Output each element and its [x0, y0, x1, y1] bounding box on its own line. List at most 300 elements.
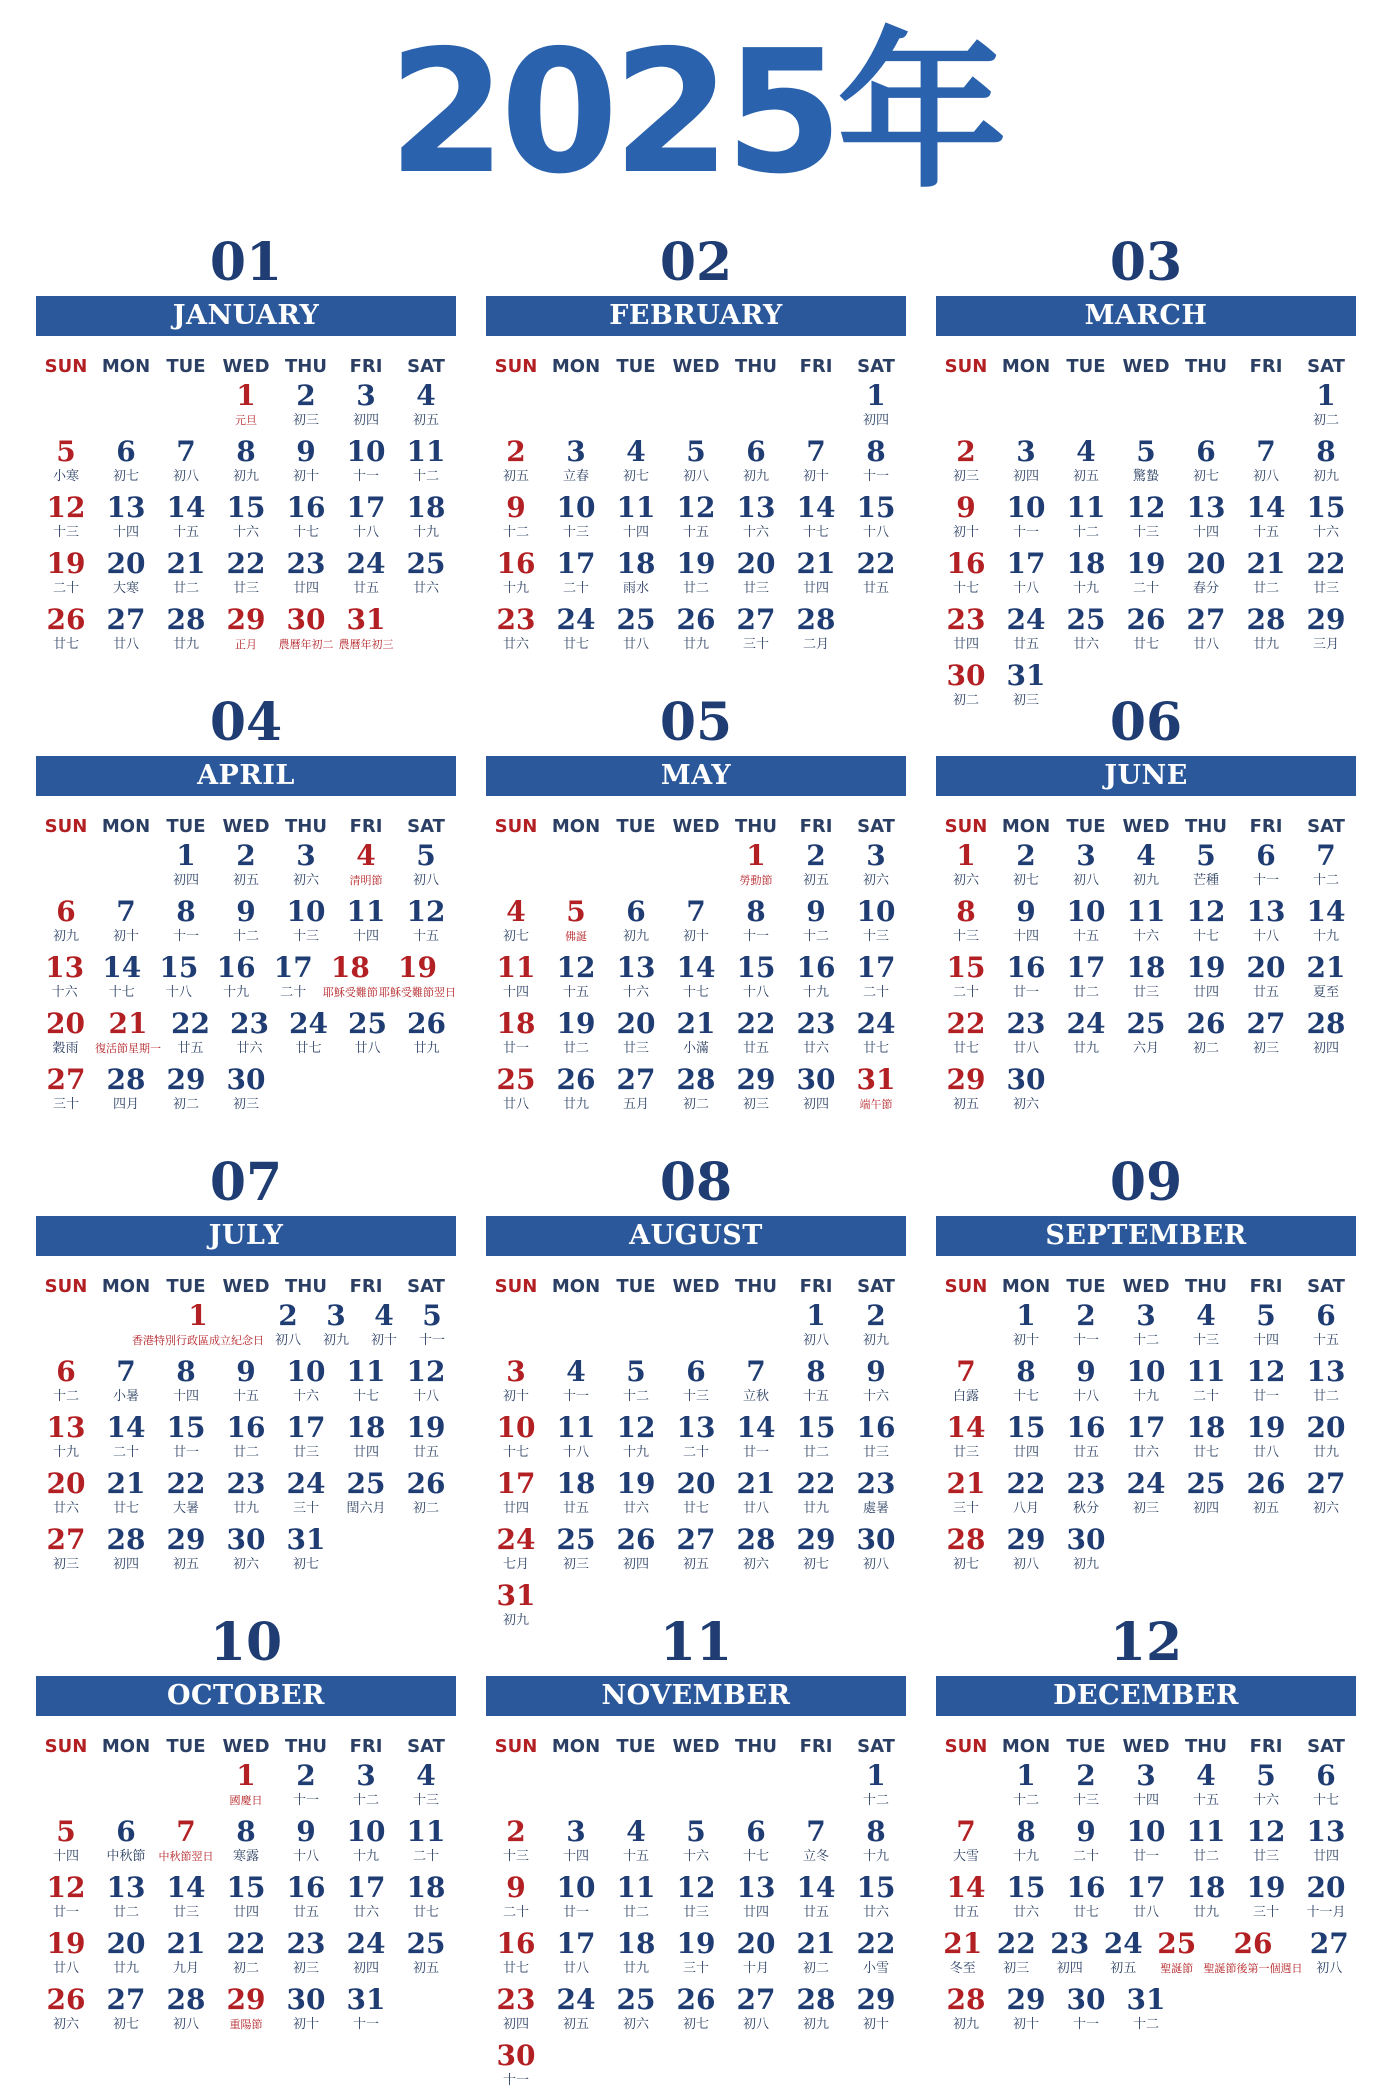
- day-number: 29: [166, 1063, 206, 1096]
- day-cell: [36, 1928, 96, 1984]
- day-cell: [486, 604, 546, 660]
- day-cell: [396, 1412, 456, 1468]
- empty-cell: [726, 1300, 786, 1356]
- day-cell: [336, 1928, 396, 1984]
- lunar-date: 十七: [292, 525, 319, 540]
- day-cell: [396, 380, 456, 436]
- day-cell: [846, 952, 906, 1008]
- day-number: 25: [1186, 1467, 1226, 1500]
- lunar-date: 十五: [172, 525, 199, 540]
- lunar-date: 初九: [802, 2017, 829, 2032]
- day-number: 1: [176, 839, 196, 872]
- lunar-date: 廿九: [802, 1501, 829, 1516]
- day-number: 3: [356, 379, 376, 412]
- empty-cell: [1056, 380, 1116, 436]
- day-number: 4: [1196, 1759, 1216, 1792]
- day-number: 6: [1196, 435, 1216, 468]
- day-number: 18: [1186, 1411, 1226, 1444]
- lunar-date: 十九: [502, 581, 529, 596]
- lunar-date: 初六: [1312, 1501, 1339, 1516]
- weekday-label: SUN: [494, 356, 538, 377]
- day-cell: [36, 604, 96, 660]
- day-number: 28: [1306, 1007, 1346, 1040]
- lunar-date: 十九: [862, 1849, 889, 1864]
- week-row: [936, 1816, 1356, 1872]
- day-cell: [1116, 1760, 1176, 1816]
- week-row: [486, 1300, 906, 1356]
- weekday-header: [936, 814, 1356, 840]
- day-cell: [216, 1928, 276, 1984]
- day-cell: [1236, 1872, 1296, 1928]
- day-number: 25: [616, 1983, 656, 2016]
- day-number: 16: [1006, 951, 1046, 984]
- day-number: 19: [1246, 1871, 1286, 1904]
- lunar-date: 十五: [232, 1389, 259, 1404]
- day-cell: [1056, 840, 1116, 896]
- lunar-date: 三十: [1252, 1905, 1279, 1920]
- empty-cell: [936, 380, 996, 436]
- week-row: [486, 1984, 906, 2040]
- lunar-date: 二十: [412, 1849, 439, 1864]
- lunar-date: 初四: [1012, 469, 1039, 484]
- day-cell: [396, 840, 456, 896]
- day-number: 10: [346, 435, 386, 468]
- week-row: [936, 492, 1356, 548]
- day-number: 23: [1006, 1007, 1046, 1040]
- day-cell: [36, 1356, 96, 1412]
- day-number: 12: [1246, 1355, 1286, 1388]
- weekday-label: TUE: [166, 816, 206, 837]
- month-name-bar: JULY: [36, 1216, 456, 1256]
- lunar-date: 中秋節: [106, 1849, 146, 1864]
- day-number: 20: [736, 547, 776, 580]
- day-number: 21: [1246, 547, 1286, 580]
- day-cell: [996, 1984, 1056, 2040]
- day-cell: [1176, 840, 1236, 896]
- week-row: [936, 1760, 1356, 1816]
- day-cell: [336, 1872, 396, 1928]
- weekday-label: SAT: [1307, 1276, 1345, 1297]
- lunar-date: 廿二: [1312, 1389, 1339, 1404]
- day-cell: [161, 1008, 220, 1064]
- day-number: 17: [346, 1871, 386, 1904]
- day-number: 6: [116, 1815, 136, 1848]
- day-number: 15: [736, 951, 776, 984]
- day-number: 18: [1066, 547, 1106, 580]
- lunar-date: 十三: [1132, 525, 1159, 540]
- day-number: 13: [46, 1411, 86, 1444]
- week-row: [486, 1524, 906, 1580]
- day-number: 17: [856, 951, 896, 984]
- day-cell: [936, 1412, 996, 1468]
- day-number: 8: [746, 895, 766, 928]
- lunar-date: 初四: [1056, 1961, 1083, 1976]
- weekday-label: FRI: [1249, 1276, 1283, 1297]
- lunar-date: 初五: [802, 873, 829, 888]
- day-number: 14: [1246, 491, 1286, 524]
- lunar-date: 初三: [742, 1097, 769, 1112]
- day-cell: [156, 1872, 216, 1928]
- day-number: 14: [1306, 895, 1346, 928]
- lunar-date: 初四: [1312, 1041, 1339, 1056]
- lunar-date: 廿八: [52, 1961, 79, 1976]
- lunar-date: 初九: [322, 1333, 349, 1348]
- day-cell: [996, 604, 1056, 660]
- lunar-date: 廿五: [1012, 637, 1039, 652]
- lunar-date: 廿二: [172, 581, 199, 596]
- lunar-date: 十二: [802, 929, 829, 944]
- weekday-label: WED: [672, 356, 720, 377]
- day-cell: [846, 380, 906, 436]
- day-number: 5: [1136, 435, 1156, 468]
- day-number: 13: [106, 491, 146, 524]
- day-number: 19: [556, 1007, 596, 1040]
- lunar-date: 廿二: [232, 1445, 259, 1460]
- day-cell: [666, 1064, 726, 1120]
- lunar-date: 初三: [1252, 1041, 1279, 1056]
- weekday-label: SAT: [407, 816, 445, 837]
- lunar-date: 十四: [562, 1849, 589, 1864]
- week-row: [486, 380, 906, 436]
- day-cell: [846, 1356, 906, 1412]
- day-cell: [336, 1356, 396, 1412]
- weekday-header: [36, 1274, 456, 1300]
- lunar-date: 初九: [742, 469, 769, 484]
- day-cell: [666, 896, 726, 952]
- day-cell: [846, 1984, 906, 2040]
- day-cell: [486, 548, 546, 604]
- lunar-date: 十二: [1012, 1793, 1039, 1808]
- day-number: 11: [1126, 895, 1166, 928]
- day-number: 2: [506, 435, 526, 468]
- day-number: 3: [326, 1299, 346, 1332]
- lunar-date: 夏至: [1312, 985, 1339, 1000]
- day-number: 9: [956, 491, 976, 524]
- lunar-date: 寒露: [232, 1849, 259, 1864]
- day-number: 11: [496, 951, 536, 984]
- weekday-header: [486, 1274, 906, 1300]
- empty-cell: [1116, 380, 1176, 436]
- day-number: 22: [856, 547, 896, 580]
- lunar-date: 初四: [502, 2017, 529, 2032]
- day-number: 22: [171, 1007, 210, 1040]
- day-cell: [360, 1300, 408, 1356]
- day-cell: [606, 1468, 666, 1524]
- day-cell: [666, 436, 726, 492]
- day-cell: [96, 1524, 156, 1580]
- lunar-date: 廿八: [1192, 637, 1219, 652]
- day-cell: [276, 1468, 336, 1524]
- day-number: 23: [226, 1467, 266, 1500]
- day-number: 13: [1306, 1355, 1346, 1388]
- lunar-date: 二十: [1072, 1849, 1099, 1864]
- weekday-header: [486, 814, 906, 840]
- day-number: 10: [286, 895, 326, 928]
- lunar-date: 廿七: [562, 637, 589, 652]
- day-number: 22: [856, 1927, 896, 1960]
- lunar-date: 初七: [112, 2017, 139, 2032]
- lunar-date: 初十: [862, 2017, 889, 2032]
- month-name-bar: NOVEMBER: [486, 1676, 906, 1716]
- lunar-date: 廿六: [1012, 1905, 1039, 1920]
- lunar-date: 八月: [1012, 1501, 1039, 1516]
- lunar-date: 復活節星期一: [95, 1042, 161, 1055]
- month-number: 10: [209, 1612, 283, 1673]
- empty-cell: [726, 380, 786, 436]
- day-cell: [276, 1872, 336, 1928]
- day-cell: [846, 1412, 906, 1468]
- day-number: 1: [746, 839, 766, 872]
- day-cell: [546, 1816, 606, 1872]
- day-number: 30: [226, 1063, 266, 1096]
- week-row: [936, 896, 1356, 952]
- day-cell: [786, 1064, 846, 1120]
- day-number: 14: [736, 1411, 776, 1444]
- day-number: 30: [1066, 1523, 1106, 1556]
- day-number: 6: [626, 895, 646, 928]
- day-cell: [1296, 1872, 1356, 1928]
- month-number: 12: [1109, 1612, 1183, 1673]
- day-cell: [1236, 1300, 1296, 1356]
- day-cell: [786, 952, 846, 1008]
- day-cell: [786, 1816, 846, 1872]
- day-number: 14: [166, 1871, 206, 1904]
- day-number: 6: [116, 435, 136, 468]
- lunar-date: 十七: [1312, 1793, 1339, 1808]
- day-number: 13: [676, 1411, 716, 1444]
- day-cell: [1236, 436, 1296, 492]
- day-number: 25: [346, 1467, 386, 1500]
- lunar-date: 十五: [562, 985, 589, 1000]
- weekday-label: SUN: [944, 1736, 988, 1757]
- lunar-date: 立冬: [802, 1849, 829, 1864]
- lunar-date: 廿九: [1192, 1905, 1219, 1920]
- lunar-date: 廿六: [862, 1905, 889, 1920]
- lunar-date: 二月: [802, 637, 829, 652]
- lunar-date: 初四: [862, 413, 889, 428]
- weekday-label: SAT: [857, 816, 895, 837]
- week-row: [486, 1008, 906, 1064]
- weekday-label: TUE: [616, 356, 656, 377]
- lunar-date: 十二: [412, 469, 439, 484]
- day-number: 15: [1006, 1411, 1046, 1444]
- day-number: 5: [686, 435, 706, 468]
- day-cell: [666, 492, 726, 548]
- empty-cell: [726, 1760, 786, 1816]
- lunar-date: 廿四: [1012, 1445, 1039, 1460]
- day-cell: [338, 1008, 397, 1064]
- day-number: 3: [356, 1759, 376, 1792]
- lunar-date: 十七: [802, 525, 829, 540]
- weekday-label: MON: [1001, 1736, 1051, 1757]
- weekday-header: [36, 354, 456, 380]
- lunar-date: 十一: [1012, 525, 1039, 540]
- weekday-label: WED: [1122, 816, 1170, 837]
- lunar-date: 初九: [862, 1333, 889, 1348]
- day-cell: [996, 1064, 1056, 1120]
- lunar-date: 勞動節: [739, 874, 773, 887]
- lunar-date: 二十: [280, 985, 307, 1000]
- weekday-label: SUN: [44, 816, 88, 837]
- lunar-date: 初五: [502, 469, 529, 484]
- week-row: [936, 1356, 1356, 1412]
- day-cell: [1043, 1928, 1097, 1984]
- lunar-date: 初七: [952, 1557, 979, 1572]
- day-number: 24: [1126, 1467, 1166, 1500]
- day-cell: [156, 1816, 216, 1872]
- lunar-date: 立秋: [742, 1389, 769, 1404]
- lunar-date: 廿四: [292, 581, 319, 596]
- lunar-date: 十六: [51, 985, 78, 1000]
- week-row: [486, 436, 906, 492]
- day-cell: [996, 436, 1056, 492]
- day-cell: [1116, 1984, 1176, 2040]
- lunar-date: 廿六: [802, 1041, 829, 1056]
- day-cell: [1056, 1008, 1116, 1064]
- day-cell: [666, 952, 726, 1008]
- lunar-date: 初五: [1252, 1501, 1279, 1516]
- day-number: 21: [108, 1007, 148, 1040]
- empty-cell: [156, 380, 216, 436]
- empty-cell: [666, 380, 726, 436]
- day-number: 7: [176, 435, 196, 468]
- day-cell: [1116, 840, 1176, 896]
- lunar-date: 廿三: [292, 1445, 319, 1460]
- day-cell: [156, 1412, 216, 1468]
- day-cell: [666, 1356, 726, 1412]
- month-number: 03: [1109, 232, 1183, 293]
- lunar-date: 初五: [1110, 1961, 1137, 1976]
- lunar-date: 十九: [52, 1445, 79, 1460]
- lunar-date: 初十: [502, 1389, 529, 1404]
- day-cell: [1296, 380, 1356, 436]
- day-cell: [216, 840, 276, 896]
- day-cell: [726, 840, 786, 896]
- day-number: 11: [406, 1815, 446, 1848]
- day-number: 14: [106, 1411, 146, 1444]
- day-number: 6: [56, 895, 76, 928]
- lunar-date: 十七: [352, 1389, 379, 1404]
- weekday-label: FRI: [799, 816, 833, 837]
- lunar-date: 二十: [502, 1905, 529, 1920]
- day-number: 14: [166, 491, 206, 524]
- weekday-label: THU: [1185, 356, 1227, 377]
- day-number: 3: [866, 839, 886, 872]
- lunar-date: 十六: [292, 1389, 319, 1404]
- weekday-label: SAT: [1307, 356, 1345, 377]
- weekday-label: SAT: [857, 356, 895, 377]
- day-number: 25: [1066, 603, 1106, 636]
- day-number: 24: [346, 547, 386, 580]
- lunar-date: 農曆年初三: [338, 638, 394, 651]
- day-cell: [1296, 840, 1356, 896]
- empty-cell: [666, 1760, 726, 1816]
- day-number: 9: [236, 895, 256, 928]
- lunar-date: 十六: [742, 525, 769, 540]
- day-cell: [1236, 1468, 1296, 1524]
- day-number: 12: [616, 1411, 656, 1444]
- lunar-date: 小滿: [682, 1041, 709, 1056]
- month-name-bar: APRIL: [36, 756, 456, 796]
- lunar-date: 廿七: [112, 1501, 139, 1516]
- day-number: 21: [943, 1927, 983, 1960]
- day-cell: [1116, 604, 1176, 660]
- day-cell: [156, 1984, 216, 2040]
- day-cell: [216, 1412, 276, 1468]
- day-cell: [786, 492, 846, 548]
- day-number: 8: [806, 1355, 826, 1388]
- day-cell: [1296, 896, 1356, 952]
- lunar-date: 初六: [952, 873, 979, 888]
- day-number: 30: [1006, 1063, 1046, 1096]
- day-cell: [96, 1064, 156, 1120]
- lunar-date: 十二: [1132, 1333, 1159, 1348]
- day-cell: [546, 1524, 606, 1580]
- lunar-date: 十八: [562, 1445, 589, 1460]
- day-number: 16: [946, 547, 986, 580]
- month-number: 08: [659, 1152, 733, 1213]
- lunar-date: 十一月: [1306, 1905, 1346, 1920]
- day-number: 18: [616, 1927, 656, 1960]
- day-cell: [336, 840, 396, 896]
- weekday-label: THU: [735, 1736, 777, 1757]
- day-number: 3: [1076, 839, 1096, 872]
- day-cell: [96, 1928, 156, 1984]
- lunar-date: 初二: [1312, 413, 1339, 428]
- lunar-date: 十二: [1312, 873, 1339, 888]
- day-number: 26: [46, 1983, 86, 2016]
- day-number: 30: [226, 1523, 266, 1556]
- lunar-date: 二十: [862, 985, 889, 1000]
- day-number: 19: [676, 547, 716, 580]
- day-number: 12: [1186, 895, 1226, 928]
- day-cell: [1296, 548, 1356, 604]
- day-number: 11: [616, 491, 656, 524]
- lunar-date: 初八: [172, 2017, 199, 2032]
- empty-cell: [486, 1760, 546, 1816]
- day-number: 10: [496, 1411, 536, 1444]
- day-cell: [786, 1468, 846, 1524]
- empty-cell: [786, 380, 846, 436]
- month-number: 09: [1109, 1152, 1183, 1213]
- day-number: 19: [398, 951, 437, 984]
- day-cell: [606, 436, 666, 492]
- day-cell: [156, 840, 216, 896]
- day-cell: [546, 492, 606, 548]
- day-number: 12: [1246, 1815, 1286, 1848]
- weekday-label: FRI: [1249, 356, 1283, 377]
- lunar-date: 元旦: [235, 414, 257, 427]
- lunar-date: 耶穌受難節翌日: [379, 986, 456, 999]
- day-cell: [220, 1008, 279, 1064]
- day-cell: [396, 1928, 456, 1984]
- lunar-date: 大寒: [112, 581, 139, 596]
- day-number: 11: [1186, 1355, 1226, 1388]
- day-number: 24: [1103, 1927, 1143, 1960]
- day-cell: [216, 604, 276, 660]
- day-number: 23: [496, 603, 536, 636]
- lunar-date: 廿三: [952, 1445, 979, 1460]
- lunar-date: 廿一: [1132, 1849, 1159, 1864]
- lunar-date: 二十: [562, 581, 589, 596]
- day-number: 28: [106, 1063, 146, 1096]
- day-cell: [1236, 1356, 1296, 1412]
- day-cell: [396, 1760, 456, 1816]
- day-cell: [96, 1816, 156, 1872]
- day-number: 28: [676, 1063, 716, 1096]
- weekday-label: THU: [1185, 1736, 1227, 1757]
- day-cell: [1056, 1984, 1116, 2040]
